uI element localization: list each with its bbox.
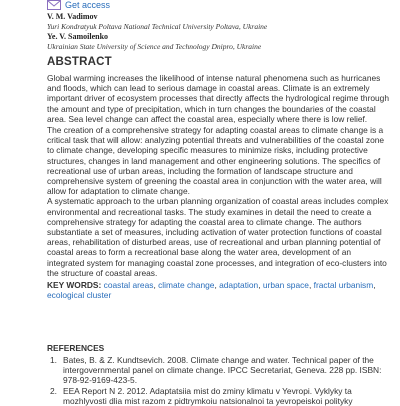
reference-number: 1. <box>50 355 57 365</box>
get-access-link[interactable]: Get access <box>65 0 111 10</box>
keyword-link[interactable]: coastal areas <box>103 280 154 290</box>
keyword-link[interactable]: adaptation <box>219 280 259 290</box>
keyword-link[interactable]: urban space <box>262 280 309 290</box>
author-name: V. M. Vadimov <box>47 12 98 21</box>
keyword-link[interactable]: fractal urbanism <box>313 280 374 290</box>
author-block <box>47 12 387 51</box>
references-heading: REFERENCES <box>47 343 105 353</box>
abstract-body <box>47 73 389 278</box>
abstract-paragraph: Global warming increases the likelihood of intense natural phenomena such as hurricanes and floods, which can lead to serious damage in coastal areas. Climate is an extremely important driver of ecosystem processes that directly affects the hydrological regime through the amount and type of precipitation, which in turn changes the boundaries of the coastal area. Sea level change can affect the coastal area, especially where there is low relief. <box>47 73 389 124</box>
abstract-heading: ABSTRACT <box>47 56 112 68</box>
get-access[interactable] <box>47 0 110 11</box>
abstract-paragraph: The creation of a comprehensive strategy for adapting coastal areas to climate change is a critical task that will allow: analyzing potential threats and vulnerabilities of the coastal zone to climate change, developing specific measures to minimize risks, including protective structures, changes in land management and other engineering solutions. The specifics of recreational use of urban areas, including the formation of landscape structure and comprehensive system of greening the coastal area in conjunction with the water area, will allow for adaptation to climate change. <box>47 125 385 197</box>
keyword-link[interactable]: ecological cluster <box>47 290 112 301</box>
keywords-label: KEY WORDS: <box>47 280 102 290</box>
envelope-icon <box>47 0 61 10</box>
reference-text: EEA Report N 2. 2012. Adaptatsiia mist do zminy klimatu v Yevropi. Vyklyky ta mozhlyvosti dlia mist razom z pidtrymkoiu natsionalnoi ta yevropeiskoi polityky <box>63 385 353 406</box>
author-affiliation: Yuri Kondratyuk Poltava National Technical University Poltava, Ukraine <box>47 22 268 31</box>
reference-text: Bates, B. & Z. Kundtsevich. 2008. Climate change and water. Technical paper of the intergovernmental panel on climate change. IPCC Secretariat, Geneva. 228 pp. ISBN: 978-92-9169-423-5. <box>63 355 382 386</box>
author-name: Ye. V. Samoilenko <box>47 31 109 41</box>
reference-item <box>47 355 389 386</box>
keyword-link[interactable]: climate change <box>158 280 215 290</box>
author-affiliation: Ukrainian State University of Science and Technology Dnipro, Ukraine <box>47 41 262 51</box>
reference-item <box>47 386 389 406</box>
references-list <box>47 355 389 406</box>
abstract-paragraph: A systematic approach to the urban planning organization of coastal areas includes complex environmental and recreational tasks. The study examines in detail the need to create a comprehensive strategy for adapting the coastal area to climate change. The authors substantiate a set of measures, including activation of water protection functions of coastal areas, rehabilitation of disturbed areas, use of recreational and urban planning potential of coastal areas to form a recreational base along the water area, development of an integrated system for managing coastal zone processes, and integration of eco-clusters into the structure of coastal areas. <box>47 196 389 278</box>
reference-number: 2. <box>50 385 57 396</box>
keywords-line: KEY WORDS: coastal areas, climate change, adaptation, urban space, fractal urbanism, ecological cluster <box>47 280 376 301</box>
